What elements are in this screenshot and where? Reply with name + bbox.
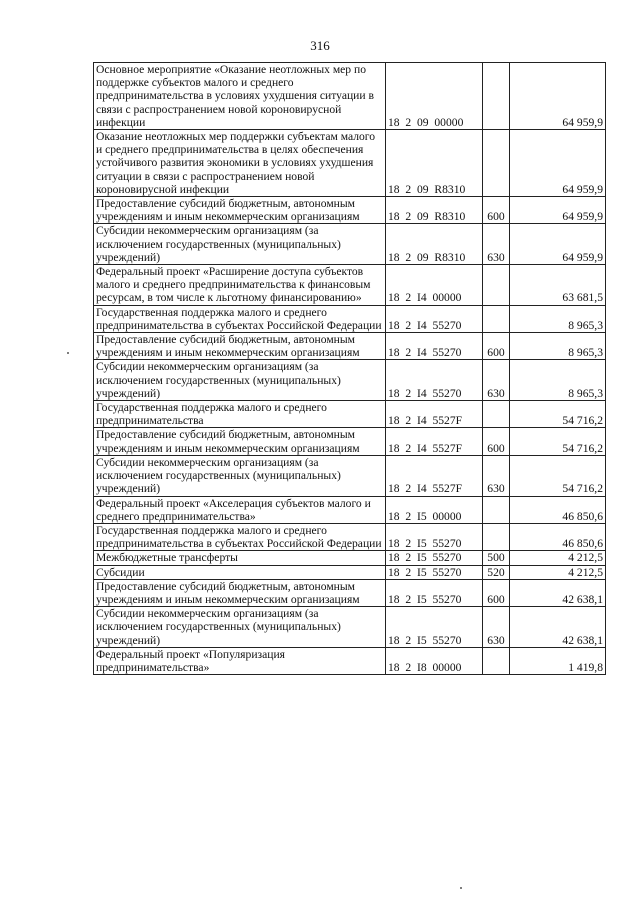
row-expense-type-cell: 630 [483, 224, 510, 265]
row-name-cell: Субсидии некоммерческим организациям (за исключением государственных (муниципальных) учреждений) [94, 455, 386, 496]
row-expense-type-cell: 600 [483, 428, 510, 455]
row-expense-type-cell [483, 496, 510, 523]
table-row [94, 401, 606, 428]
row-name-cell: Федеральный проект «Акселерация субъектов малого и среднего предпринимательства» [94, 496, 386, 523]
row-code-cell: 18 2 I5 55270 [386, 565, 483, 579]
row-code-cell: 18 2 09 R8310 [386, 130, 483, 197]
scan-speck [460, 887, 462, 889]
row-expense-type-cell: 600 [483, 197, 510, 224]
row-name-cell: Предоставление субсидий бюджетным, автономным учреждениям и иным некоммерческим организациям [94, 579, 386, 606]
table-row [94, 551, 606, 565]
table-row [94, 647, 606, 674]
row-amount-cell: 54 716,2 [510, 428, 606, 455]
table-row [94, 428, 606, 455]
table-row [94, 130, 606, 197]
row-amount-cell: 8 965,3 [510, 360, 606, 401]
row-amount-cell: 54 716,2 [510, 401, 606, 428]
row-name-cell: Федеральный проект «Популяризация предпринимательства» [94, 647, 386, 674]
row-code-cell: 18 2 I4 55270 [386, 333, 483, 360]
row-amount-cell: 4 212,5 [510, 565, 606, 579]
row-name-cell: Оказание неотложных мер поддержки субъектам малого и среднего предпринимательства в целях обеспечения устойчивого развития экономики в условиях ухудшения ситуации в связи с распространением новой короновирусной инфекции [94, 130, 386, 197]
table-row [94, 360, 606, 401]
row-name-cell: Основное мероприятие «Оказание неотложных мер по поддержке субъектов малого и среднего предпринимательства в условиях ухудшения ситуации в связи с распространением новой короновирусной инфекции [94, 63, 386, 130]
row-amount-cell: 64 959,9 [510, 224, 606, 265]
row-amount-cell: 64 959,9 [510, 130, 606, 197]
page-number: 316 [310, 38, 330, 53]
row-expense-type-cell: 630 [483, 455, 510, 496]
row-name-cell: Субсидии [94, 565, 386, 579]
table-row [94, 496, 606, 523]
row-code-cell: 18 2 I5 55270 [386, 579, 483, 606]
row-code-cell: 18 2 I5 00000 [386, 496, 483, 523]
row-name-cell: Субсидии некоммерческим организациям (за исключением государственных (муниципальных) учреждений) [94, 224, 386, 265]
row-expense-type-cell: 520 [483, 565, 510, 579]
row-expense-type-cell [483, 130, 510, 197]
row-name-cell: Предоставление субсидий бюджетным, автономным учреждениям и иным некоммерческим организациям [94, 428, 386, 455]
row-code-cell: 18 2 I4 55270 [386, 360, 483, 401]
row-amount-cell: 42 638,1 [510, 607, 606, 648]
row-code-cell: 18 2 I4 00000 [386, 265, 483, 306]
row-code-cell: 18 2 I4 5527F [386, 428, 483, 455]
row-amount-cell: 64 959,9 [510, 63, 606, 130]
row-name-cell: Субсидии некоммерческим организациям (за исключением государственных (муниципальных) учреждений) [94, 360, 386, 401]
row-expense-type-cell: 500 [483, 551, 510, 565]
row-name-cell: Предоставление субсидий бюджетным, автономным учреждениям и иным некоммерческим организациям [94, 197, 386, 224]
row-amount-cell: 4 212,5 [510, 551, 606, 565]
table-row [94, 579, 606, 606]
table-row [94, 63, 606, 130]
table-row [94, 265, 606, 306]
row-code-cell: 18 2 09 R8310 [386, 224, 483, 265]
row-amount-cell: 8 965,3 [510, 333, 606, 360]
row-code-cell: 18 2 I8 00000 [386, 647, 483, 674]
row-expense-type-cell [483, 523, 510, 550]
row-code-cell: 18 2 09 00000 [386, 63, 483, 130]
row-expense-type-cell: 630 [483, 607, 510, 648]
row-code-cell: 18 2 I5 55270 [386, 523, 483, 550]
row-expense-type-cell: 600 [483, 333, 510, 360]
row-code-cell: 18 2 09 R8310 [386, 197, 483, 224]
scan-speck [67, 352, 69, 354]
row-expense-type-cell [483, 401, 510, 428]
row-name-cell: Предоставление субсидий бюджетным, автономным учреждениям и иным некоммерческим организациям [94, 333, 386, 360]
row-name-cell: Государственная поддержка малого и среднего предпринимательства в субъектах Российской Федерации [94, 523, 386, 550]
table-row [94, 607, 606, 648]
row-name-cell: Государственная поддержка малого и среднего предпринимательства [94, 401, 386, 428]
row-expense-type-cell [483, 305, 510, 332]
row-expense-type-cell [483, 265, 510, 306]
table-row [94, 455, 606, 496]
row-expense-type-cell [483, 647, 510, 674]
table-row [94, 224, 606, 265]
row-amount-cell: 46 850,6 [510, 523, 606, 550]
table-row [94, 305, 606, 332]
table-row [94, 333, 606, 360]
row-amount-cell: 1 419,8 [510, 647, 606, 674]
row-expense-type-cell [483, 63, 510, 130]
row-amount-cell: 46 850,6 [510, 496, 606, 523]
row-name-cell: Межбюджетные трансферты [94, 551, 386, 565]
row-amount-cell: 64 959,9 [510, 197, 606, 224]
row-amount-cell: 42 638,1 [510, 579, 606, 606]
row-name-cell: Государственная поддержка малого и среднего предпринимательства в субъектах Российской Федерации [94, 305, 386, 332]
budget-table [93, 62, 606, 675]
table-row [94, 523, 606, 550]
row-expense-type-cell: 600 [483, 579, 510, 606]
row-name-cell: Субсидии некоммерческим организациям (за исключением государственных (муниципальных) учреждений) [94, 607, 386, 648]
row-code-cell: 18 2 I4 55270 [386, 305, 483, 332]
row-code-cell: 18 2 I4 5527F [386, 455, 483, 496]
row-name-cell: Федеральный проект «Расширение доступа субъектов малого и среднего предпринимательства к финансовым ресурсам, в том числе к льготному финансированию» [94, 265, 386, 306]
row-code-cell: 18 2 I5 55270 [386, 607, 483, 648]
row-code-cell: 18 2 I4 5527F [386, 401, 483, 428]
row-amount-cell: 8 965,3 [510, 305, 606, 332]
row-expense-type-cell: 630 [483, 360, 510, 401]
row-amount-cell: 63 681,5 [510, 265, 606, 306]
row-amount-cell: 54 716,2 [510, 455, 606, 496]
table-row [94, 197, 606, 224]
row-code-cell: 18 2 I5 55270 [386, 551, 483, 565]
table-row [94, 565, 606, 579]
